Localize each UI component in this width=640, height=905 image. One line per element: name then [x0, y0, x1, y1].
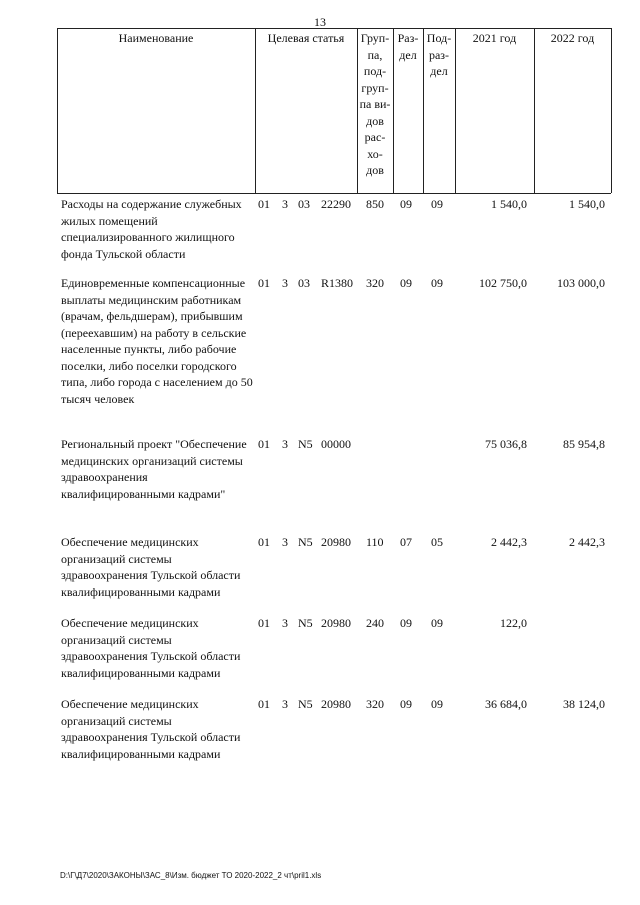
section: 09 [400, 197, 412, 211]
header-subsection: Под- раз- дел [426, 31, 452, 78]
code-program: 01 [258, 276, 270, 290]
code-main-activity: N5 [298, 697, 313, 711]
row-name: Обеспечение медицинских организаций системы здравоохранения Тульской области квалифицированными кадрами [61, 616, 241, 680]
code-main-activity: N5 [298, 616, 313, 630]
amount-2022: 85 954,8 [563, 437, 605, 451]
expense-group: 850 [366, 197, 384, 211]
amount-2022: 103 000,0 [557, 276, 605, 290]
code-direction: 20980 [321, 616, 351, 630]
expense-group: 110 [366, 535, 384, 549]
code-subprogram: 3 [282, 616, 288, 630]
row-name: Региональный проект "Обеспечение медицинских организаций системы здравоохранения квалифицированными кадрами" [61, 437, 247, 501]
table-top-border [57, 28, 611, 29]
code-main-activity: 03 [298, 276, 310, 290]
amount-2021: 122,0 [500, 616, 527, 630]
expense-group: 320 [366, 697, 384, 711]
subsection: 09 [431, 197, 443, 211]
code-direction: 00000 [321, 437, 351, 451]
amount-2021: 102 750,0 [479, 276, 527, 290]
code-main-activity: N5 [298, 535, 313, 549]
section: 09 [400, 276, 412, 290]
code-program: 01 [258, 197, 270, 211]
code-direction: 20980 [321, 697, 351, 711]
amount-2021: 2 442,3 [491, 535, 527, 549]
table-header-bottom-border [57, 193, 611, 194]
code-program: 01 [258, 697, 270, 711]
section: 09 [400, 697, 412, 711]
col-divider [57, 28, 58, 193]
col-divider [534, 28, 535, 193]
amount-2021: 36 684,0 [485, 697, 527, 711]
amount-2021: 75 036,8 [485, 437, 527, 451]
amount-2022: 2 442,3 [569, 535, 605, 549]
subsection: 09 [431, 616, 443, 630]
col-divider [255, 28, 256, 193]
row-name: Обеспечение медицинских организаций системы здравоохранения Тульской области квалифицированными кадрами [61, 535, 241, 599]
header-name: Наименование [118, 31, 194, 45]
file-path-footer: D:\Г\Д7\2020\ЗАКОНЫ\ЗАС_8\Изм. бюджет ТО 2020-2022_2 чт\pril1.xls [60, 871, 322, 880]
section: 07 [400, 535, 412, 549]
header-section: Раз- дел [397, 31, 419, 62]
code-program: 01 [258, 437, 270, 451]
amount-2022: 38 124,0 [563, 697, 605, 711]
amount-2022: 1 540,0 [569, 197, 605, 211]
row-name: Единовременные компенсационные выплаты медицинским работникам (врачам, фельдшерам), прибывшим (переехавшим) на работу в сельские населенные пункты, либо рабочие поселки, либо поселки городского типа, либо города с населением до 50 тысяч человек [61, 276, 253, 406]
code-program: 01 [258, 616, 270, 630]
subsection: 09 [431, 697, 443, 711]
expense-group: 240 [366, 616, 384, 630]
code-subprogram: 3 [282, 276, 288, 290]
section: 09 [400, 616, 412, 630]
header-2021: 2021 год [472, 31, 517, 45]
code-main-activity: 03 [298, 197, 310, 211]
amount-2021: 1 540,0 [491, 197, 527, 211]
code-direction: 22290 [321, 197, 351, 211]
code-subprogram: 3 [282, 697, 288, 711]
row-name: Расходы на содержание служебных жилых помещений специализированного жилищного фонда Тульской области [61, 197, 242, 261]
header-expense-group: Груп- па, под- груп- па ви- дов рас- хо- дов [359, 31, 391, 177]
code-program: 01 [258, 535, 270, 549]
code-direction: 20980 [321, 535, 351, 549]
expense-group: 320 [366, 276, 384, 290]
subsection: 05 [431, 535, 443, 549]
col-divider [455, 28, 456, 193]
code-direction: R1380 [321, 276, 354, 290]
header-2022: 2022 год [550, 31, 595, 45]
code-main-activity: N5 [298, 437, 313, 451]
code-subprogram: 3 [282, 535, 288, 549]
page-number: 13 [314, 15, 326, 29]
subsection: 09 [431, 276, 443, 290]
row-name: Обеспечение медицинских организаций системы здравоохранения Тульской области квалифицированными кадрами [61, 697, 241, 761]
code-subprogram: 3 [282, 437, 288, 451]
col-divider [611, 28, 612, 193]
header-target-article: Целевая статья [267, 31, 345, 45]
code-subprogram: 3 [282, 197, 288, 211]
